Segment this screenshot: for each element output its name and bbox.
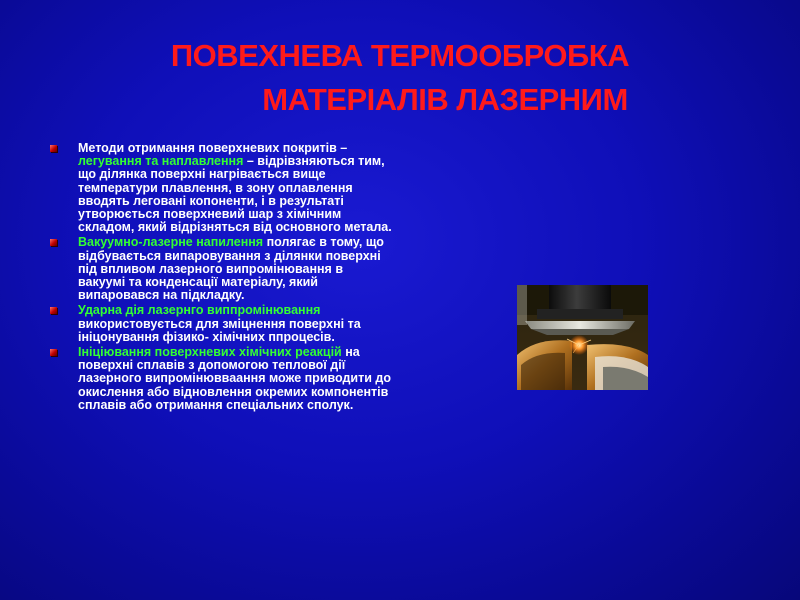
bullet-icon bbox=[50, 307, 57, 314]
bullet-icon bbox=[50, 239, 57, 246]
slide-title-line-1: ПОВЕХНЕВА ТЕРМООБРОБКА bbox=[170, 38, 630, 73]
bullet-highlight: Ударна дія лазернго виппромінювання bbox=[78, 303, 321, 318]
bullet-highlight: Ініціювання поверхневих хімічних реакцій bbox=[78, 345, 342, 360]
slide-title-line-2: МАТЕРІАЛІВ ЛАЗЕРНИМ bbox=[262, 82, 628, 117]
bullet-highlight: легування та наплавлення bbox=[78, 154, 244, 169]
bullet-item-chemical-reactions bbox=[48, 346, 393, 412]
bullet-icon bbox=[50, 145, 57, 152]
bullet-highlight: Вакуумно-лазерне напилення bbox=[78, 235, 264, 250]
slide-title bbox=[0, 34, 800, 122]
bullet-list bbox=[48, 142, 393, 414]
bullet-item-shock-action bbox=[48, 304, 393, 344]
bullet-text-pre: Методи отримання поверхневих покритів – bbox=[78, 141, 348, 155]
bullet-text-post: використовується для зміцнення поверхні та ініцонування фізико- хімічних ппроцесів. bbox=[78, 316, 361, 344]
bullet-text-post: на поверхні сплавів з допомогою теплової дії лазерного випромінювваання може приводити до окислення або відновлення окремих компонентів сплавів або отримання спеціальних сполук. bbox=[78, 345, 391, 412]
bullet-item-alloying bbox=[48, 142, 393, 234]
bullet-icon bbox=[50, 349, 57, 356]
laser-processing-photo bbox=[517, 285, 648, 390]
bullet-item-vacuum-deposition bbox=[48, 236, 393, 302]
bullet-text-post: полягає в тому, що відбувається випаровування з ділянки поверхні під впливом лазерного випромінювання в вакуумі та конденсації матеріалу, який випаровався на підкладку. bbox=[78, 235, 384, 303]
laser-photo-illustration bbox=[517, 285, 648, 390]
bullet-text-post: – відрівзняються тим, що ділянка поверхні нагрівається вище температури плавлення, в зону оплавлення вводять леговані копоненти, і в результаті утворюється поверхневий шар з хімічним складом, який відрізняться від основного метала. bbox=[78, 154, 392, 235]
